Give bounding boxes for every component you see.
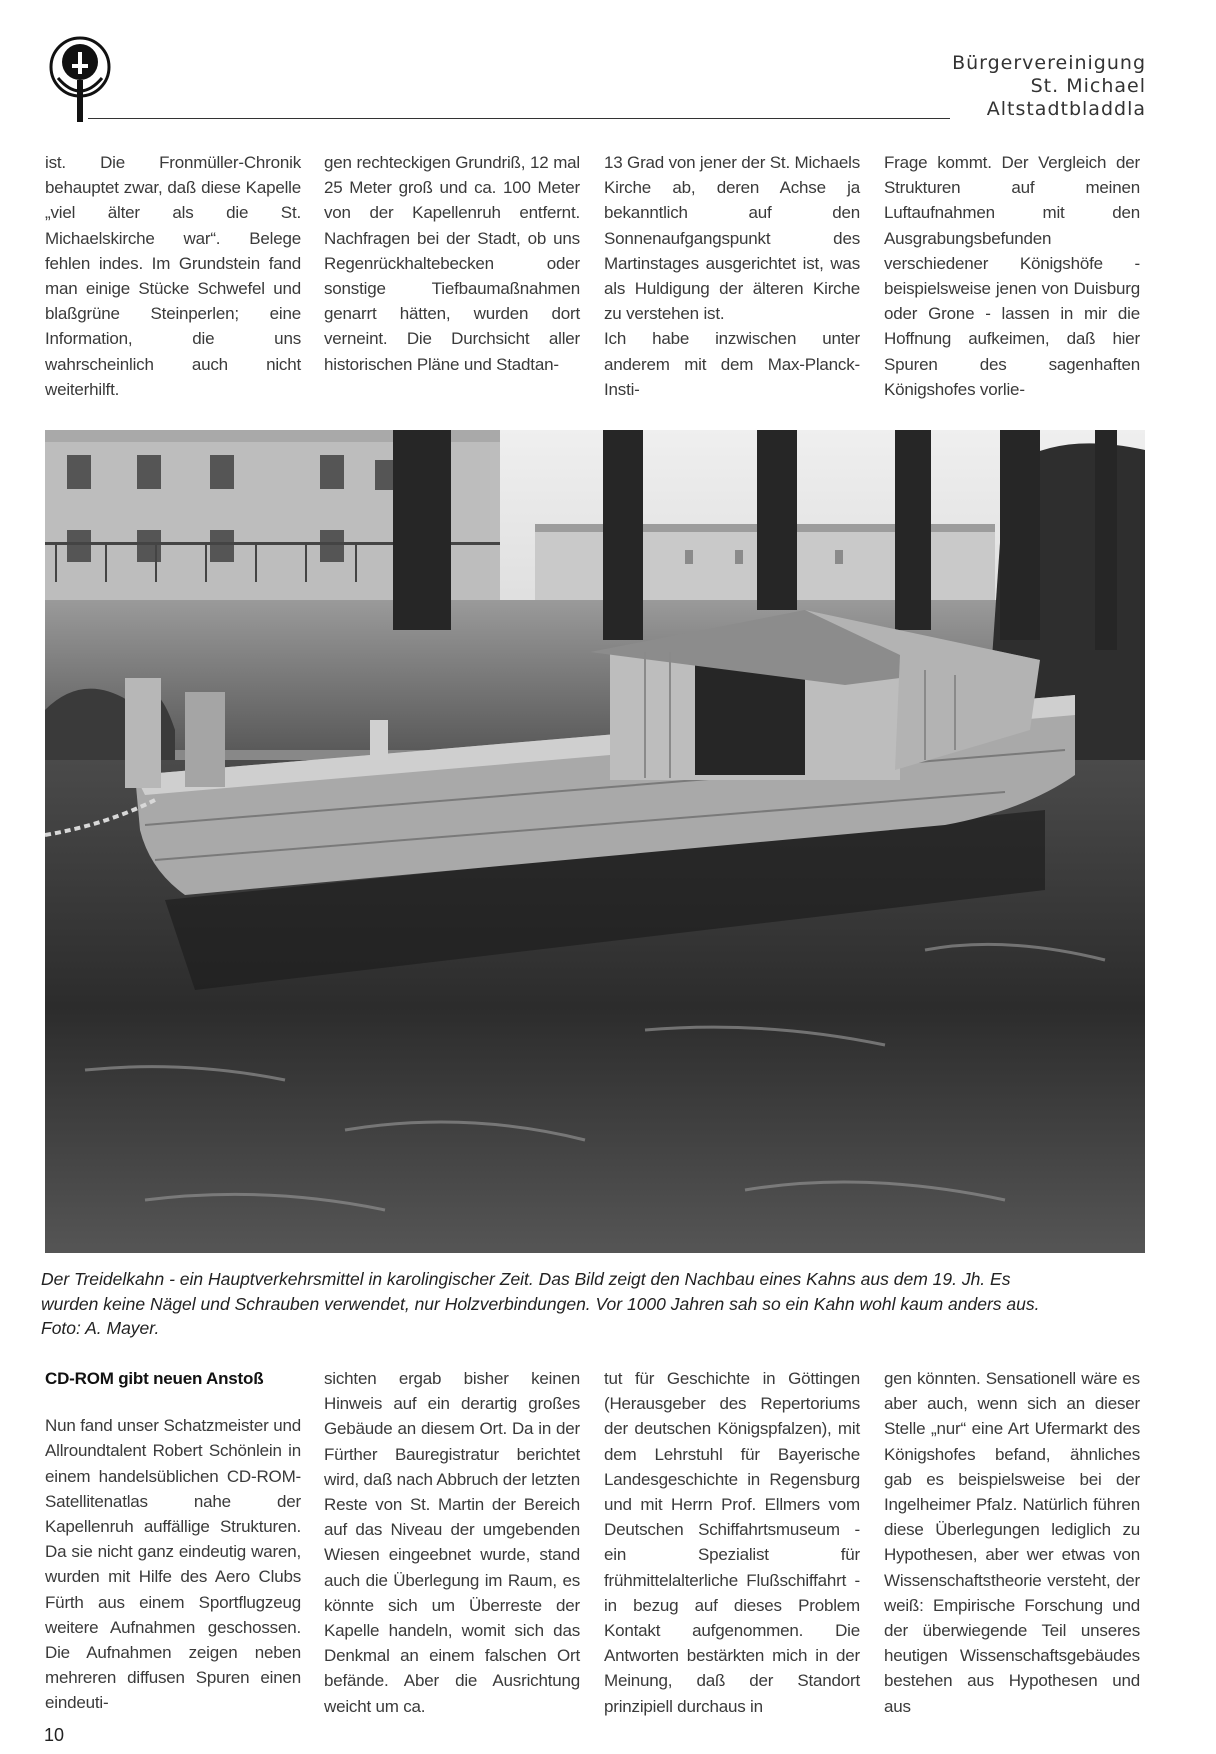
top-column-3-text: 13 Grad von jener der St. Michaels Kirche ab, deren Achse ja bekanntlich auf den Sonnenaufgangspunkt des Martinstages ausgerichtet ist, was als Huldigung der älteren Kirche zu verstehen ist. — [604, 153, 860, 324]
photo-treidelkahn-icon — [45, 430, 1145, 1253]
caption-line-3: Foto: A. Mayer. — [41, 1318, 160, 1338]
bottom-column-1 — [45, 1366, 301, 1716]
bottom-column-3-text: tut für Geschichte in Göttingen (Herausgeber des Repertoriums der deutschen Königspfalzen), mit dem Lehrstuhl für Bayerische Landesgeschichte in Regensburg und mit Herrn Prof. Ellmers vom Deutschen Schiffahrtsmuseum - ein Spezialist für frühmittelalterliche Flußschiffahrt - in bezug auf dieses Problem Kontakt aufgenommen. Die Antworten bestärkten mich in der Meinung, daß der Standort prinzipiell durchaus in — [604, 1369, 860, 1716]
top-column-1-text: ist. Die Fronmüller-Chronik behauptet zwar, daß diese Kapelle „viel älter als die St. Michaelskirche war“. Belege fehlen indes. Im Grundstein fand man einige Stücke Schwefel und blaßgrüne Steinperlen; eine Information, die uns wahrscheinlich auch nicht weiterhilft. — [45, 153, 301, 399]
bottom-column-4-text: gen könnten. Sensationell wäre es aber auch, wenn sich an dieser Stelle „nur“ eine Art Ufermarkt des Königshofes befand, ähnliches gab es beispielsweise bei der Ingelheimer Pfalz. Natürlich führen diese Überlegungen lediglich zu Hypothesen, aber wer etwas von Wissenschaftstheorie versteht, der weiß: Empirische Forschung und der überwiegende Teil unseres heutigen Wissenschaftsgebäudes bestehen aus Hypothesen und aus — [884, 1369, 1140, 1716]
top-column-3 — [604, 150, 860, 402]
top-column-2 — [324, 150, 580, 377]
bottom-column-1-text: Nun fand unser Schatzmeister und Allroundtalent Robert Schönlein in einem handelsüblichen CD-ROM-Satellitenatlas nahe der Kapellenruh auffällige Strukturen. Da sie nicht ganz eindeutig waren, wurden mit Hilfe des Aero Clubs Fürth aus einem Sportflugzeug weitere Aufnahmen geschossen. Die Aufnahmen zeigen neben mehreren diffusen Spuren einen eindeuti- — [45, 1416, 301, 1713]
header-rule — [88, 118, 950, 119]
top-column-1 — [45, 150, 301, 402]
bottom-column-4 — [884, 1366, 1140, 1719]
page-number: 10 — [44, 1725, 65, 1745]
caption-line-2: wurden keine Nägel und Schrauben verwendet, nur Holzverbindungen. Vor 1000 Jahren sah so ein Kahn wohl kaum anders aus. — [41, 1293, 1040, 1314]
header-line-3: Altstadtbladdla — [986, 98, 1146, 120]
bottom-column-2-text: sichten ergab bisher keinen Hinweis auf ein derartig großes Gebäude an diesem Ort. Da in der Fürther Bauregistratur berichtet wird, daß nach Abbruch der letzten Reste von St. Martin der Bereich auf das Niveau der umgebenden Wiesen eingeebnet wurde, stand auch die Überlegung im Raum, es könnte sich um Überreste der Kapelle handeln, womit sich das Denkmal an einem falschen Ort befände. Aber die Ausrichtung weicht um ca. — [324, 1369, 580, 1716]
photo-caption — [41, 1267, 1145, 1341]
top-column-4 — [884, 150, 1140, 402]
top-column-4-text: Frage kommt. Der Vergleich der Strukturen auf meinen Luftaufnahmen mit den Ausgrabungsbefunden verschiedener Königshöfe - beispielsweise jenen von Duisburg oder Grone - lassen in mir die Hoffnung aufkeimen, daß hier Spuren des sagenhaften Königshofes vorlie- — [884, 153, 1140, 399]
section-heading: CD-ROM gibt neuen Anstoß — [45, 1369, 264, 1388]
top-column-3-text-2: Ich habe inzwischen unter anderem mit dem Max-Planck-Insti- — [604, 329, 860, 399]
top-column-2-text: gen rechteckigen Grundriß, 12 mal 25 Meter groß und ca. 100 Meter von der Kapellenruh entfernt. Nachfragen bei der Stadt, ob uns Regenrückhaltebecken oder sonstige Tiefbaumaßnahmen genarrt hätten, wurden dort verneint. Die Durchsicht aller historischen Pläne und Stadtan- — [324, 153, 580, 374]
publication-header — [952, 52, 1146, 121]
bottom-column-3 — [604, 1366, 860, 1719]
header-line-2: St. Michael — [1030, 75, 1146, 97]
caption-line-1: Der Treidelkahn - ein Hauptverkehrsmittel in karolingischer Zeit. Das Bild zeigt den Nachbau eines Kahns aus dem 19. Jh. Es — [41, 1269, 1011, 1289]
header-line-1: Bürgervereinigung — [952, 52, 1146, 74]
bottom-column-2 — [324, 1366, 580, 1719]
seal-logo-icon — [42, 34, 118, 124]
